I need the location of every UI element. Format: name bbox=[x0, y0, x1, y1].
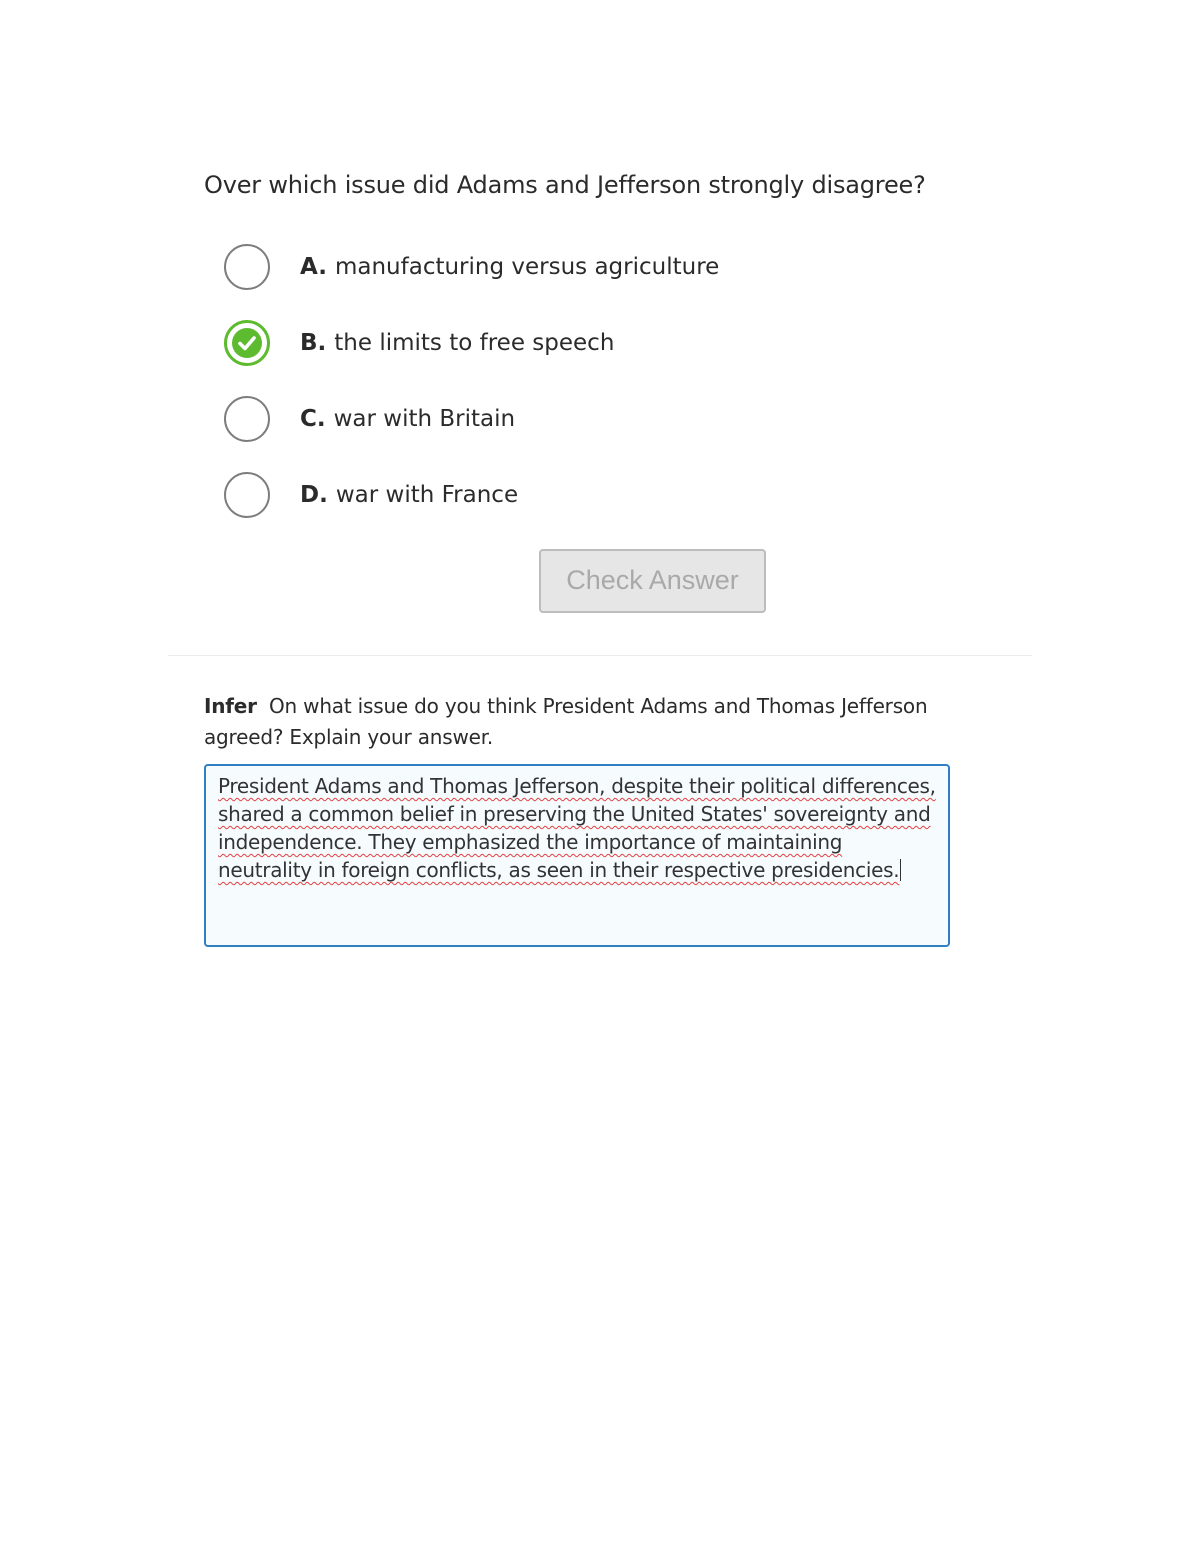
option-a[interactable] bbox=[224, 244, 984, 296]
answer-textarea[interactable] bbox=[204, 764, 950, 947]
option-text: war with France bbox=[335, 482, 519, 508]
option-d-label bbox=[300, 478, 518, 512]
option-letter: C. bbox=[300, 406, 326, 432]
option-text: the limits to free speech bbox=[334, 330, 615, 356]
option-a-label bbox=[300, 250, 719, 284]
text-cursor bbox=[900, 859, 901, 881]
option-b[interactable] bbox=[224, 320, 984, 372]
answer-options bbox=[224, 244, 984, 548]
option-text: war with Britain bbox=[333, 406, 516, 432]
radio-a[interactable] bbox=[224, 244, 270, 290]
radio-d[interactable] bbox=[224, 472, 270, 518]
option-letter: D. bbox=[300, 482, 328, 508]
option-letter: B. bbox=[300, 330, 327, 356]
option-b-label bbox=[300, 326, 614, 360]
radio-b-selected[interactable] bbox=[224, 320, 270, 366]
prompt-text: On what issue do you think President Adams and Thomas Jefferson agreed? Explain your answer. bbox=[204, 694, 928, 749]
check-answer-button[interactable]: Check Answer bbox=[539, 549, 766, 613]
option-text: manufacturing versus agriculture bbox=[334, 254, 720, 280]
section-divider bbox=[168, 655, 1032, 656]
prompt-label: Infer bbox=[204, 694, 257, 718]
option-c-label bbox=[300, 402, 515, 436]
option-d[interactable] bbox=[224, 472, 984, 524]
radio-c[interactable] bbox=[224, 396, 270, 442]
option-c[interactable] bbox=[224, 396, 984, 448]
option-letter: A. bbox=[300, 254, 327, 280]
answer-text: President Adams and Thomas Jefferson, despite their political differences, shared a common belief in preserving the United States' sovereignty and independence. They emphasized the importance of maintaining neutrality in foreign conflicts, as seen in their respective presidencies. bbox=[218, 774, 936, 882]
question-text: Over which issue did Adams and Jefferson strongly disagree? bbox=[204, 171, 926, 199]
checkmark-icon bbox=[232, 328, 262, 358]
infer-prompt bbox=[204, 691, 964, 753]
